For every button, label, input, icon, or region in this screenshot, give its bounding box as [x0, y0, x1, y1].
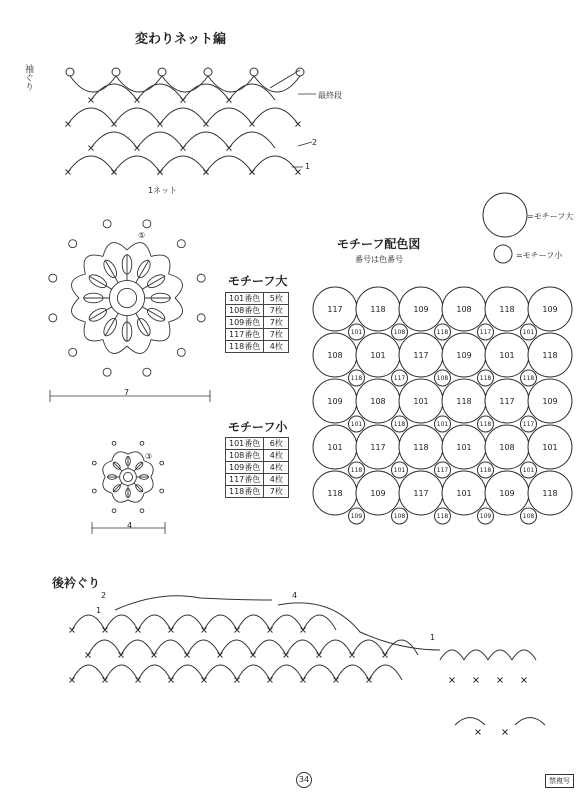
motif-large-color: 117 — [413, 351, 429, 360]
top-arc — [162, 76, 208, 92]
stitch-mark — [268, 678, 273, 683]
motif-large-diagram — [49, 220, 205, 376]
motif-small-color: 118 — [350, 375, 363, 382]
chain-arc — [319, 640, 352, 655]
motif-large-color: 117 — [370, 443, 386, 452]
chain-arc — [252, 108, 298, 124]
motif-large-color: 101 — [542, 443, 558, 452]
count-cell: 5枚 — [264, 293, 289, 305]
color-cell: 109番色 — [226, 317, 264, 329]
picot-loop — [158, 68, 166, 76]
picot — [103, 220, 111, 228]
motif-large-color: 109 — [499, 489, 515, 498]
inner-ring — [109, 280, 144, 315]
picot — [49, 274, 57, 282]
stitch-mark — [250, 170, 255, 175]
stitch-mark — [112, 122, 117, 127]
chain-arc — [72, 665, 105, 680]
stitch-mark — [89, 98, 94, 103]
stitch-mark — [227, 98, 232, 103]
count-cell: 4枚 — [264, 462, 289, 474]
stitch-mark — [66, 170, 71, 175]
stitch-mark — [136, 628, 141, 633]
motif-large-color: 101 — [327, 443, 343, 452]
motif-large-color: 118 — [327, 489, 343, 498]
motif-large-color: 108 — [370, 397, 386, 406]
chain-arc — [137, 132, 183, 148]
net-row-2-label: 2 — [312, 138, 318, 147]
motif-large-color: 101 — [456, 443, 472, 452]
chain-arc — [206, 108, 252, 124]
row-2-arrow — [298, 142, 312, 146]
color-cell: 108番色 — [226, 450, 264, 462]
stitch-mark — [169, 628, 174, 633]
tail-arc — [488, 650, 512, 660]
stitch-mark — [235, 678, 240, 683]
net-unit-label: 1ネット — [148, 186, 178, 195]
picot — [69, 240, 77, 248]
picot — [177, 240, 185, 248]
picot — [177, 348, 185, 356]
color-chart-subtitle: 番号は色番号 — [355, 255, 403, 264]
stitch-mark — [367, 678, 372, 683]
stitch-mark — [169, 678, 174, 683]
motif-large-color: 118 — [370, 305, 386, 314]
picot — [112, 441, 116, 445]
sleeve-label: 袖ぐり — [23, 64, 33, 91]
legend-small-circle — [494, 245, 512, 263]
net-section-title: 変わりネット編 — [135, 32, 227, 47]
motif-small-color: 108 — [436, 375, 449, 382]
chain-arc — [114, 156, 160, 172]
stitch-mark — [202, 678, 207, 683]
chain-arc — [369, 665, 402, 680]
chain-arc — [91, 84, 137, 100]
key-arc-a — [455, 718, 485, 726]
chain-arc — [229, 132, 275, 148]
stitch-mark — [218, 653, 223, 658]
legend-shapes — [483, 193, 527, 263]
stitch-mark — [202, 628, 207, 633]
stitch-mark — [112, 170, 117, 175]
color-cell: 101番色 — [226, 438, 264, 450]
color-cell: 117番色 — [226, 329, 264, 341]
motif-large-color: 101 — [499, 351, 515, 360]
color-cell: 109番色 — [226, 462, 264, 474]
motif-large-color: 118 — [456, 397, 472, 406]
count-cell: 6枚 — [264, 438, 289, 450]
outer-loop — [169, 298, 183, 322]
stitch-mark — [152, 653, 157, 658]
picot — [160, 461, 164, 465]
picot-loop — [112, 68, 120, 76]
motif-small-title: モチーフ小 — [228, 420, 288, 434]
stitch-mark — [204, 122, 209, 127]
stitch-mark — [235, 628, 240, 633]
color-cell: 117番色 — [226, 474, 264, 486]
tail-arc — [464, 650, 488, 660]
chain-arc — [303, 615, 336, 630]
chain-arc — [154, 640, 187, 655]
picot — [197, 274, 205, 282]
chain-arc — [68, 108, 114, 124]
outer-loop — [72, 298, 86, 322]
stitch-mark — [204, 170, 209, 175]
chain-arc — [206, 156, 252, 172]
back-neck-row-4: 4 — [292, 591, 298, 600]
stitch-mark — [181, 146, 186, 151]
stitch-mark — [103, 628, 108, 633]
motif-large-color: 101 — [413, 397, 429, 406]
motif-small-color: 101 — [522, 467, 535, 474]
chain-arc — [105, 665, 138, 680]
count-cell: 7枚 — [264, 486, 289, 498]
stitch-mark — [301, 628, 306, 633]
stitch-mark — [268, 628, 273, 633]
motif-small-color: 118 — [479, 375, 492, 382]
stitch-mark — [251, 653, 256, 658]
stitch-mark — [450, 678, 455, 683]
tail-arc — [512, 650, 536, 660]
motif-small-color: 101 — [350, 421, 363, 428]
outer-loop — [127, 243, 151, 257]
chain-arc — [138, 665, 171, 680]
dimension-lines — [50, 94, 316, 534]
last-row-label: 最終段 — [318, 91, 342, 100]
picot — [140, 441, 144, 445]
stitch-mark — [503, 730, 508, 735]
top-arc — [70, 76, 116, 92]
net-row-1-label: 1 — [305, 162, 311, 171]
stitch-mark — [250, 122, 255, 127]
motif-large-color: 101 — [456, 489, 472, 498]
stitch-mark — [158, 122, 163, 127]
stitch-mark — [296, 170, 301, 175]
net-stitch-diagram — [66, 68, 305, 175]
stitch-mark — [296, 122, 301, 127]
stitch-mark — [66, 122, 71, 127]
motif-large-color: 118 — [499, 305, 515, 314]
count-cell: 7枚 — [264, 317, 289, 329]
outer-loop — [84, 322, 103, 341]
motif-small-diagram — [92, 441, 163, 512]
motif-small-color: 108 — [522, 513, 535, 520]
chain-arc — [68, 156, 114, 172]
motif-small-color: 108 — [393, 513, 406, 520]
chain-arc — [91, 132, 137, 148]
color-cell: 118番色 — [226, 486, 264, 498]
top-arc — [208, 76, 254, 92]
count-cell: 7枚 — [264, 305, 289, 317]
motif-large-color: 108 — [456, 305, 472, 314]
motif-small-color: 118 — [436, 513, 449, 520]
chain-arc — [303, 665, 336, 680]
picot-loop — [204, 68, 212, 76]
color-cell: 108番色 — [226, 305, 264, 317]
motif-large-color: 118 — [413, 443, 429, 452]
stitch-mark — [136, 678, 141, 683]
motif-small-color: 118 — [436, 329, 449, 336]
motif-large-title: モチーフ大 — [228, 274, 288, 288]
motif-small-color: 118 — [350, 467, 363, 474]
chain-arc — [121, 640, 154, 655]
motif-small-color: 118 — [479, 467, 492, 474]
motif-small-color: 109 — [479, 513, 492, 520]
stitch-mark — [383, 653, 388, 658]
outer-loop — [72, 274, 86, 298]
outer-loop — [84, 255, 103, 274]
neck-chain — [278, 603, 440, 650]
picot — [112, 509, 116, 513]
picot — [140, 509, 144, 513]
stitch-mark — [103, 678, 108, 683]
stitch-mark — [474, 678, 479, 683]
chain-arc — [137, 84, 183, 100]
motif-small-color: 117 — [479, 329, 492, 336]
row-2-chain — [115, 596, 272, 610]
stitch-mark — [227, 146, 232, 151]
chain-arc — [270, 665, 303, 680]
center-ring — [123, 472, 132, 481]
back-neck-row-1-right: 1 — [430, 633, 436, 642]
chain-arc — [220, 640, 253, 655]
color-chart-title: モチーフ配色図 — [337, 237, 421, 251]
motif-large-color: 108 — [327, 351, 343, 360]
stitch-mark — [334, 678, 339, 683]
motif-large-color: 118 — [542, 351, 558, 360]
chain-arc — [237, 615, 270, 630]
legend-small-label: =モチーフ小 — [516, 251, 563, 260]
chain-arc — [138, 615, 171, 630]
picot — [143, 368, 151, 376]
picot — [92, 489, 96, 493]
picot — [92, 461, 96, 465]
outer-loop — [127, 340, 151, 354]
back-neck-diagram — [70, 596, 546, 735]
back-neck-row-2: 2 — [101, 591, 107, 600]
chain-arc — [352, 640, 385, 655]
stitch-mark — [135, 98, 140, 103]
motif-large-color: 109 — [370, 489, 386, 498]
motif-small-color: 117 — [393, 375, 406, 382]
inner-ring — [120, 469, 137, 486]
color-cell: 101番色 — [226, 293, 264, 305]
motif-small-color: 118 — [479, 421, 492, 428]
stitch-mark — [317, 653, 322, 658]
page-number: 34 — [296, 772, 312, 788]
motif-small-color: 109 — [350, 513, 363, 520]
tail-arc — [440, 650, 464, 660]
count-cell: 4枚 — [264, 450, 289, 462]
chain-arc — [171, 665, 204, 680]
outer-loop — [169, 274, 183, 298]
picot — [69, 348, 77, 356]
motif-large-color: 109 — [413, 305, 429, 314]
picot — [143, 220, 151, 228]
stitch-mark — [70, 678, 75, 683]
legend-large-circle — [483, 193, 527, 237]
stitch-mark — [350, 653, 355, 658]
motif-small-color: 101 — [522, 329, 535, 336]
motif-large-color: 117 — [327, 305, 343, 314]
stitch-mark — [89, 146, 94, 151]
top-arc — [116, 76, 162, 92]
chain-arc — [171, 615, 204, 630]
motif-large-color: 109 — [327, 397, 343, 406]
stitch-mark — [476, 730, 481, 735]
motif-small-width: 4 — [127, 521, 133, 530]
picot-loop — [66, 68, 74, 76]
motif-large-color: 109 — [542, 305, 558, 314]
motif-small-round: ③ — [145, 452, 153, 461]
stitch-mark — [158, 170, 163, 175]
motif-small-color: 101 — [436, 421, 449, 428]
motif-large-color: 118 — [542, 489, 558, 498]
picot — [160, 489, 164, 493]
back-neck-title: 後衿ぐり — [52, 576, 101, 590]
outer-loop — [103, 243, 127, 257]
motif-large-color: 117 — [413, 489, 429, 498]
chain-arc — [114, 108, 160, 124]
chain-arc — [105, 615, 138, 630]
back-neck-row-1-left: 1 — [96, 606, 102, 615]
motif-large-width: 7 — [124, 388, 130, 397]
key-arc-b — [515, 718, 545, 726]
last-row-chain — [270, 70, 300, 88]
stitch-mark — [185, 653, 190, 658]
count-cell: 7枚 — [264, 329, 289, 341]
stitch-mark — [181, 98, 186, 103]
motif-small-color: 117 — [522, 421, 535, 428]
stitch-mark — [135, 146, 140, 151]
outer-loop — [103, 340, 127, 354]
chain-arc — [88, 640, 121, 655]
stitch-mark — [119, 653, 124, 658]
motif-large-round: ⑤ — [138, 231, 146, 240]
outer-loop — [151, 255, 170, 274]
count-cell: 4枚 — [264, 341, 289, 353]
chain-arc — [160, 108, 206, 124]
center-ring — [117, 288, 136, 307]
picot — [49, 314, 57, 322]
chain-arc — [286, 640, 319, 655]
chain-arc — [253, 640, 286, 655]
motif-small-color: 108 — [393, 329, 406, 336]
copy-prohibited-stamp: 禁複写 — [545, 774, 574, 788]
chain-arc — [72, 615, 105, 630]
color-chart-diagram — [313, 287, 572, 524]
stitch-mark — [498, 678, 503, 683]
motif-small-color: 118 — [393, 421, 406, 428]
motif-large-color: 108 — [499, 443, 515, 452]
motif-small-color: 101 — [393, 467, 406, 474]
motif-small-color: 117 — [436, 467, 449, 474]
chain-arc — [237, 665, 270, 680]
legend-large-label: =モチーフ大 — [527, 212, 574, 221]
motif-small-color: 101 — [350, 329, 363, 336]
outer-loop — [151, 322, 170, 341]
chain-arc — [187, 640, 220, 655]
motif-large-color: 109 — [456, 351, 472, 360]
chain-arc — [229, 84, 275, 100]
picot — [197, 314, 205, 322]
chain-arc — [160, 156, 206, 172]
stitch-mark — [70, 628, 75, 633]
picot-loop — [250, 68, 258, 76]
chain-arc — [183, 132, 229, 148]
color-cell: 118番色 — [226, 341, 264, 353]
count-cell: 4枚 — [264, 474, 289, 486]
motif-large-color: 101 — [370, 351, 386, 360]
stitch-mark — [301, 678, 306, 683]
chain-arc — [204, 615, 237, 630]
chain-arc — [336, 665, 369, 680]
stitch-mark — [86, 653, 91, 658]
chain-arc — [252, 156, 298, 172]
chain-arc — [183, 84, 229, 100]
stitch-mark — [284, 653, 289, 658]
picot — [103, 368, 111, 376]
chain-arc — [270, 615, 303, 630]
stitch-mark — [522, 678, 527, 683]
motif-large-color: 117 — [499, 397, 515, 406]
motif-large-color: 109 — [542, 397, 558, 406]
motif-small-color: 118 — [522, 375, 535, 382]
chain-arc — [204, 665, 237, 680]
